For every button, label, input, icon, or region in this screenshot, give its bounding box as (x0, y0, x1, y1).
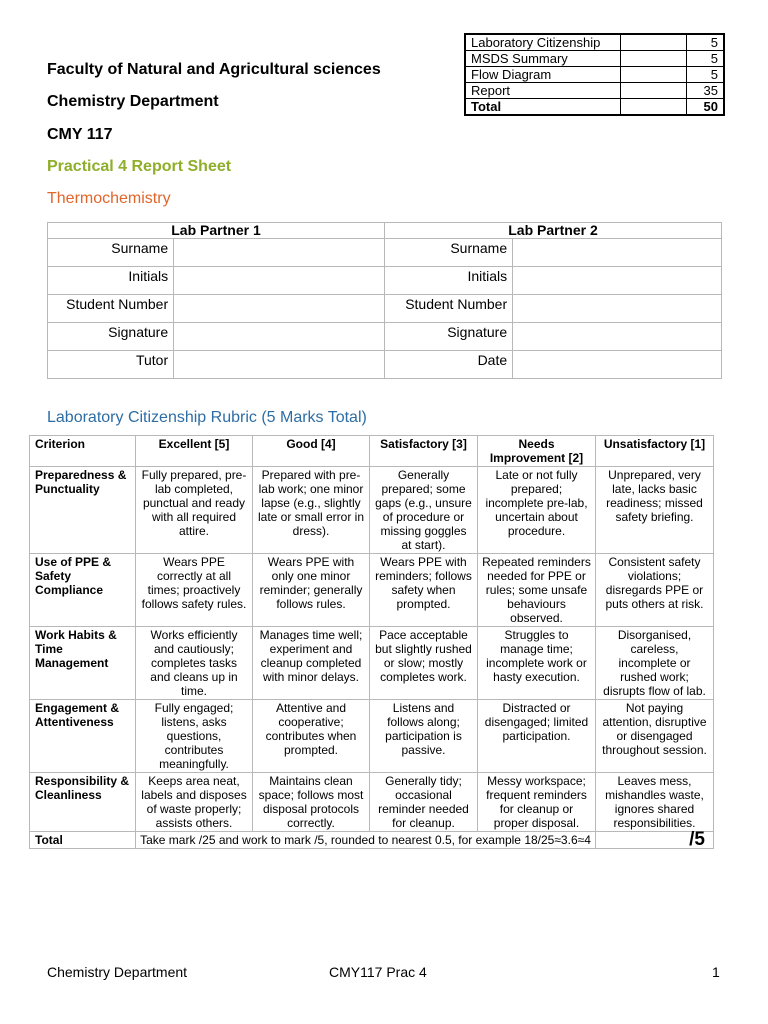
rubric-title: Laboratory Citizenship Rubric (5 Marks Total) (47, 409, 367, 426)
partner2-header: Lab Partner 2 (385, 223, 722, 239)
partner1-field-input[interactable] (174, 323, 385, 351)
rubric-descriptor: Fully engaged; listens, asks questions, contributes meaningfully. (136, 700, 253, 773)
marks-item: Flow Diagram (465, 67, 621, 83)
marks-blank-cell (621, 51, 687, 67)
partner2-field-input[interactable] (513, 323, 722, 351)
rubric-descriptor: Attentive and cooperative; contributes when prompted. (253, 700, 370, 773)
topic-title: Thermochemistry (47, 190, 171, 207)
partner2-field-label: Initials (385, 267, 513, 295)
marks-item: Laboratory Citizenship (465, 34, 621, 51)
rubric-total-row (30, 832, 714, 849)
rubric-row (30, 773, 714, 832)
rubric-descriptor: Leaves mess, mishandles waste, ignores shared responsibilities. (596, 773, 714, 832)
rubric-criterion: Work Habits & Time Management (30, 627, 136, 700)
rubric-header-cell: Satisfactory [3] (370, 436, 478, 467)
partner1-field-input[interactable] (174, 267, 385, 295)
marks-row (465, 51, 724, 67)
rubric-descriptor: Wears PPE correctly at all times; proactively follows safety rules. (136, 554, 253, 627)
rubric-total-label: Total (30, 832, 136, 849)
rubric-descriptor: Works efficiently and cautiously; completes tasks and cleans up in time. (136, 627, 253, 700)
rubric-descriptor: Generally tidy; occasional reminder needed for cleanup. (370, 773, 478, 832)
citizenship-rubric-table (29, 435, 714, 849)
rubric-descriptor: Fully prepared, pre-lab completed, punctual and ready with all required attire. (136, 467, 253, 554)
partner2-field-label: Student Number (385, 295, 513, 323)
partner2-field-input[interactable] (513, 295, 722, 323)
rubric-descriptor: Not paying attention, disruptive or disengaged throughout session. (596, 700, 714, 773)
rubric-row (30, 627, 714, 700)
marks-value: 5 (687, 67, 725, 83)
rubric-descriptor: Prepared with pre-lab work; one minor lapse (e.g., slightly late or small error in dress). (253, 467, 370, 554)
rubric-descriptor: Generally prepared; some gaps (e.g., unsure of procedure or missing goggles at start). (370, 467, 478, 554)
partner1-field-label: Signature (48, 323, 174, 351)
partner1-field-label: Tutor (48, 351, 174, 379)
footer-course: CMY117 Prac 4 (329, 964, 427, 980)
partner1-field-label: Student Number (48, 295, 174, 323)
footer-department: Chemistry Department (47, 964, 188, 980)
marks-summary-table (464, 33, 725, 116)
marks-value: 5 (687, 34, 725, 51)
marks-blank-cell (621, 34, 687, 51)
rubric-descriptor: Wears PPE with only one minor reminder; generally follows rules. (253, 554, 370, 627)
marks-row (465, 83, 724, 99)
rubric-header-cell: Criterion (30, 436, 136, 467)
marks-item: MSDS Summary (465, 51, 621, 67)
rubric-descriptor: Late or not fully prepared; incomplete pre-lab, uncertain about procedure. (478, 467, 596, 554)
page-number: 1 (712, 964, 720, 980)
rubric-header-cell: Good [4] (253, 436, 370, 467)
rubric-descriptor: Messy workspace; frequent reminders for cleanup or proper disposal. (478, 773, 596, 832)
rubric-criterion: Engagement & Attentiveness (30, 700, 136, 773)
rubric-row (30, 700, 714, 773)
rubric-header-cell: Unsatisfactory [1] (596, 436, 714, 467)
rubric-criterion: Preparedness & Punctuality (30, 467, 136, 554)
marks-item: Report (465, 83, 621, 99)
rubric-descriptor: Listens and follows along; participation is passive. (370, 700, 478, 773)
rubric-descriptor: Repeated reminders needed for PPE or rules; some unsafe behaviours observed. (478, 554, 596, 627)
partner1-field-input[interactable] (174, 239, 385, 267)
marks-row (465, 99, 724, 116)
course-code: CMY 117 (47, 126, 113, 143)
rubric-criterion: Responsibility & Cleanliness (30, 773, 136, 832)
faculty-heading: Faculty of Natural and Agricultural sciences (47, 61, 381, 78)
rubric-descriptor: Manages time well; experiment and cleanup completed with minor delays. (253, 627, 370, 700)
partner1-header: Lab Partner 1 (48, 223, 385, 239)
partner2-field-input[interactable] (513, 239, 722, 267)
marks-row (465, 67, 724, 83)
partner-row (48, 323, 722, 351)
marks-blank-cell (621, 99, 687, 116)
partner-row (48, 239, 722, 267)
marks-item: Total (465, 99, 621, 116)
marks-blank-cell (621, 83, 687, 99)
partner-row (48, 295, 722, 323)
rubric-descriptor: Unprepared, very late, lacks basic readiness; missed safety briefing. (596, 467, 714, 554)
marks-value: 50 (687, 99, 725, 116)
department-heading: Chemistry Department (47, 93, 219, 110)
marks-row (465, 34, 724, 51)
rubric-descriptor: Struggles to manage time; incomplete work or hasty execution. (478, 627, 596, 700)
rubric-descriptor: Wears PPE with reminders; follows safety when prompted. (370, 554, 478, 627)
partner2-field-label: Date (385, 351, 513, 379)
rubric-row (30, 467, 714, 554)
rubric-row (30, 554, 714, 627)
rubric-total-instructions: Take mark /25 and work to mark /5, rounded to nearest 0.5, for example 18/25≈3.6≈4 (136, 832, 596, 849)
partner1-field-label: Initials (48, 267, 174, 295)
practical-title: Practical 4 Report Sheet (47, 158, 232, 175)
rubric-header-cell: Excellent [5] (136, 436, 253, 467)
partner2-field-input[interactable] (513, 351, 722, 379)
rubric-descriptor: Maintains clean space; follows most disposal protocols correctly. (253, 773, 370, 832)
marks-blank-cell (621, 67, 687, 83)
rubric-descriptor: Consistent safety violations; disregards PPE or puts others at risk. (596, 554, 714, 627)
rubric-descriptor: Pace acceptable but slightly rushed or slow; mostly completes work. (370, 627, 478, 700)
lab-partner-table (47, 222, 722, 379)
partner2-field-label: Surname (385, 239, 513, 267)
partner-row (48, 267, 722, 295)
partner2-field-label: Signature (385, 323, 513, 351)
rubric-criterion: Use of PPE & Safety Compliance (30, 554, 136, 627)
partner1-field-input[interactable] (174, 351, 385, 379)
rubric-descriptor: Keeps area neat, labels and disposes of waste properly; assists others. (136, 773, 253, 832)
partner-row (48, 351, 722, 379)
partner1-field-input[interactable] (174, 295, 385, 323)
marks-value: 5 (687, 51, 725, 67)
rubric-descriptor: Distracted or disengaged; limited participation. (478, 700, 596, 773)
rubric-descriptor: Disorganised, careless, incomplete or rushed work; disrupts flow of lab. (596, 627, 714, 700)
partner2-field-input[interactable] (513, 267, 722, 295)
partner1-field-label: Surname (48, 239, 174, 267)
marks-value: 35 (687, 83, 725, 99)
rubric-total-mark: /5 (596, 832, 714, 849)
rubric-header-cell: Needs Improvement [2] (478, 436, 596, 467)
